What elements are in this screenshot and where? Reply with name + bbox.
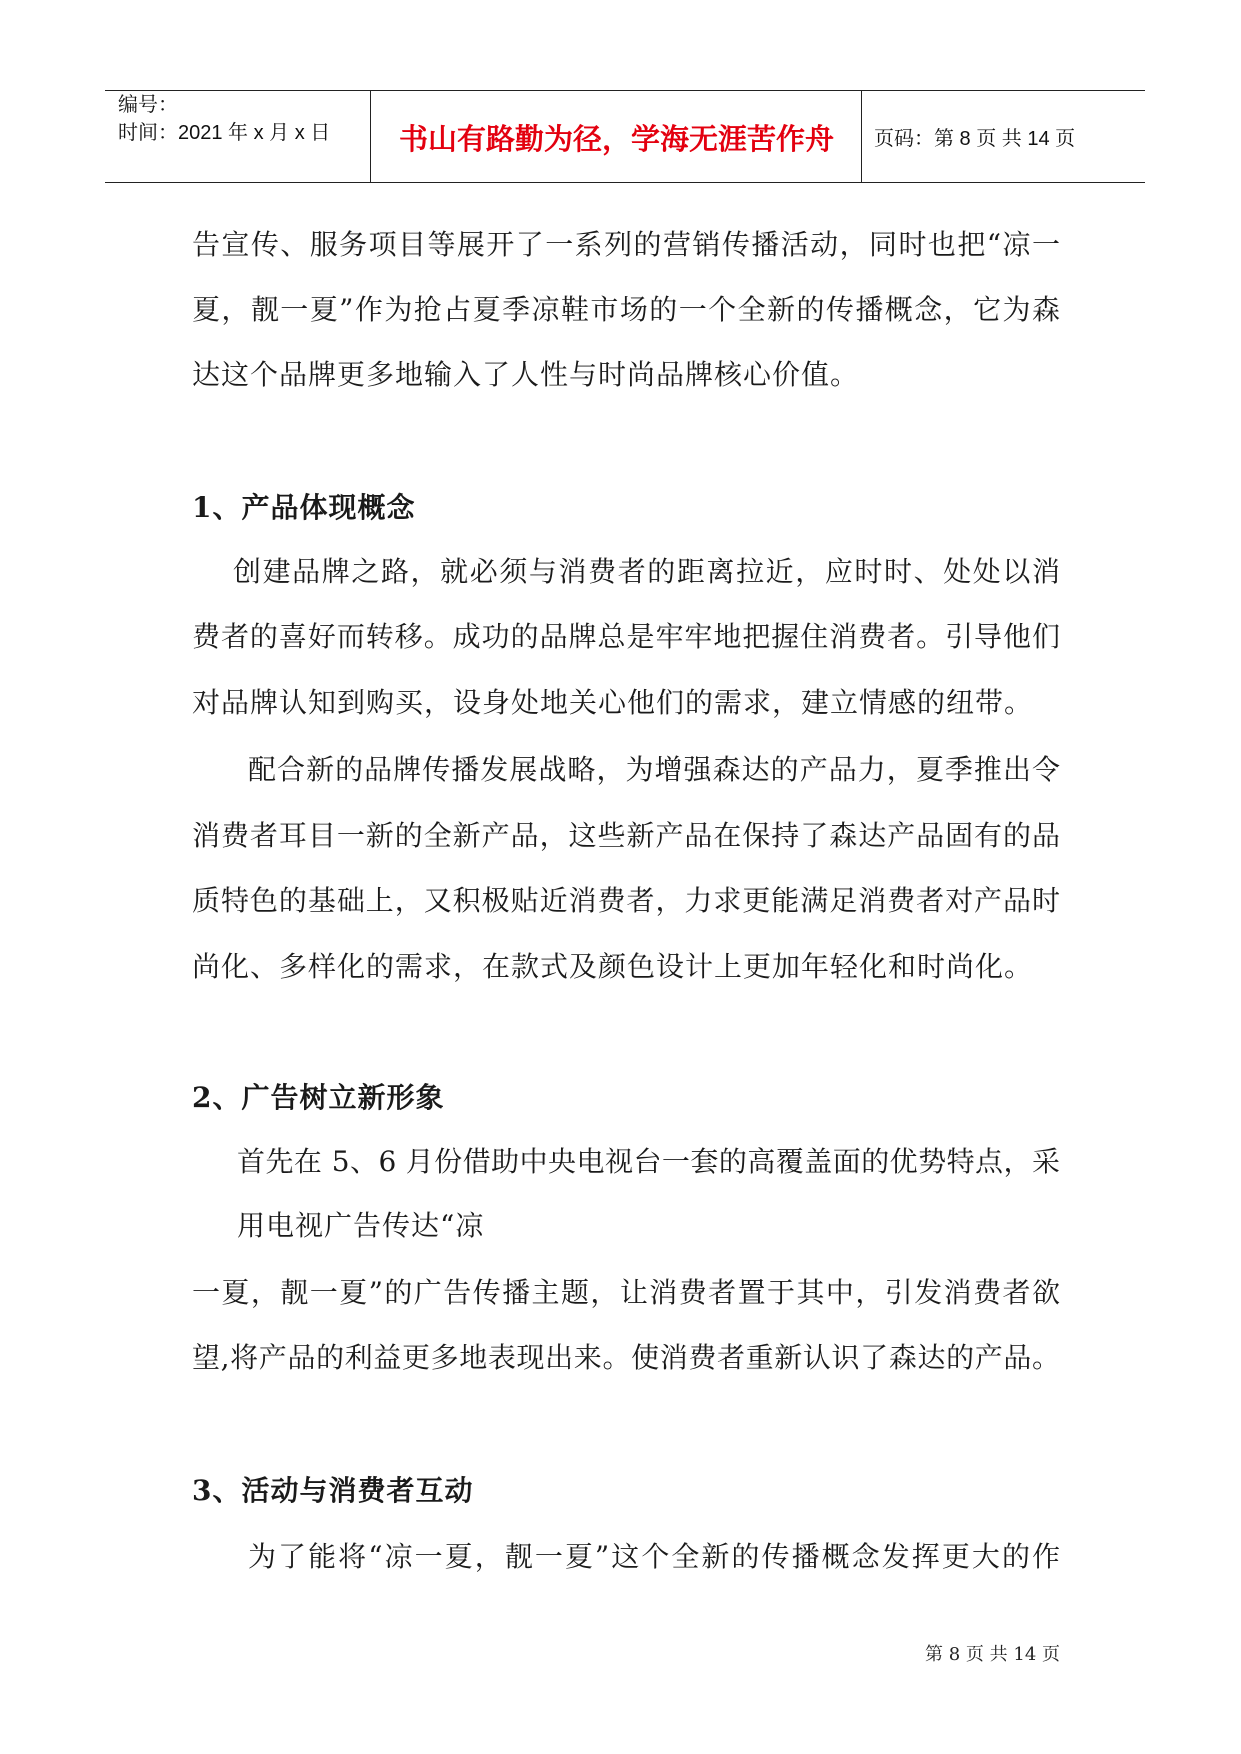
- header-top-rule: [105, 90, 1145, 91]
- document-time-label: 时间：2021 年 x 月 x 日: [118, 122, 331, 144]
- header-bottom-rule: [105, 182, 1145, 183]
- paragraph-line: 消费者耳目一新的全新产品，这些新产品在保持了森达产品固有的品: [192, 819, 1060, 852]
- document-number-label: 编号：: [118, 94, 178, 116]
- intro-line: 告宣传、服务项目等展开了一系列的营销传播活动，同时也把“凉一: [192, 228, 1060, 261]
- intro-line: 达这个品牌更多地输入了人性与时尚品牌核心价值。: [192, 358, 860, 391]
- paragraph-line: 质特色的基础上，又积极贴近消费者，力求更能满足消费者对产品时: [192, 884, 1060, 917]
- paragraph-line: 对品牌认知到购买，设身处地关心他们的需求，建立情感的纽带。: [192, 686, 1034, 719]
- paragraph-line: 尚化、多样化的需求，在款式及颜色设计上更加年轻化和时尚化。: [192, 950, 1034, 983]
- paragraph-line: 配合新的品牌传播发展战略，为增强森达的产品力，夏季推出令: [248, 753, 1060, 786]
- paragraph-line: 首先在 5、6 月份借助中央电视台一套的高覆盖面的优势特点，采: [237, 1145, 1060, 1178]
- section-heading: 1、产品体现概念: [192, 491, 416, 524]
- header-divider-right: [861, 90, 862, 183]
- paragraph-line: 为了能将“凉一夏，靓一夏”这个全新的传播概念发挥更大的作: [248, 1540, 1060, 1573]
- header-motto: 书山有路勤为径，学海无涯苦作舟: [398, 122, 834, 156]
- header-page-info: 页码：第 8 页 共 14 页: [874, 128, 1076, 150]
- section-heading: 2、广告树立新形象: [192, 1081, 445, 1114]
- intro-line: 夏，靓一夏”作为抢占夏季凉鞋市场的一个全新的传播概念，它为森: [192, 293, 1060, 326]
- paragraph-line: 望,将产品的利益更多地表现出来。使消费者重新认识了森达的产品。: [192, 1341, 1060, 1374]
- paragraph-line: 用电视广告传达“凉: [237, 1209, 485, 1242]
- page-footer: 第 8 页 共 14 页: [925, 1644, 1060, 1665]
- paragraph-line: 创建品牌之路，就必须与消费者的距离拉近，应时时、处处以消: [233, 555, 1060, 588]
- section-heading: 3、活动与消费者互动: [192, 1474, 474, 1507]
- paragraph-line: 费者的喜好而转移。成功的品牌总是牢牢地把握住消费者。引导他们: [192, 620, 1060, 653]
- paragraph-line: 一夏，靓一夏”的广告传播主题，让消费者置于其中，引发消费者欲: [192, 1276, 1060, 1309]
- header-divider-left: [370, 90, 371, 183]
